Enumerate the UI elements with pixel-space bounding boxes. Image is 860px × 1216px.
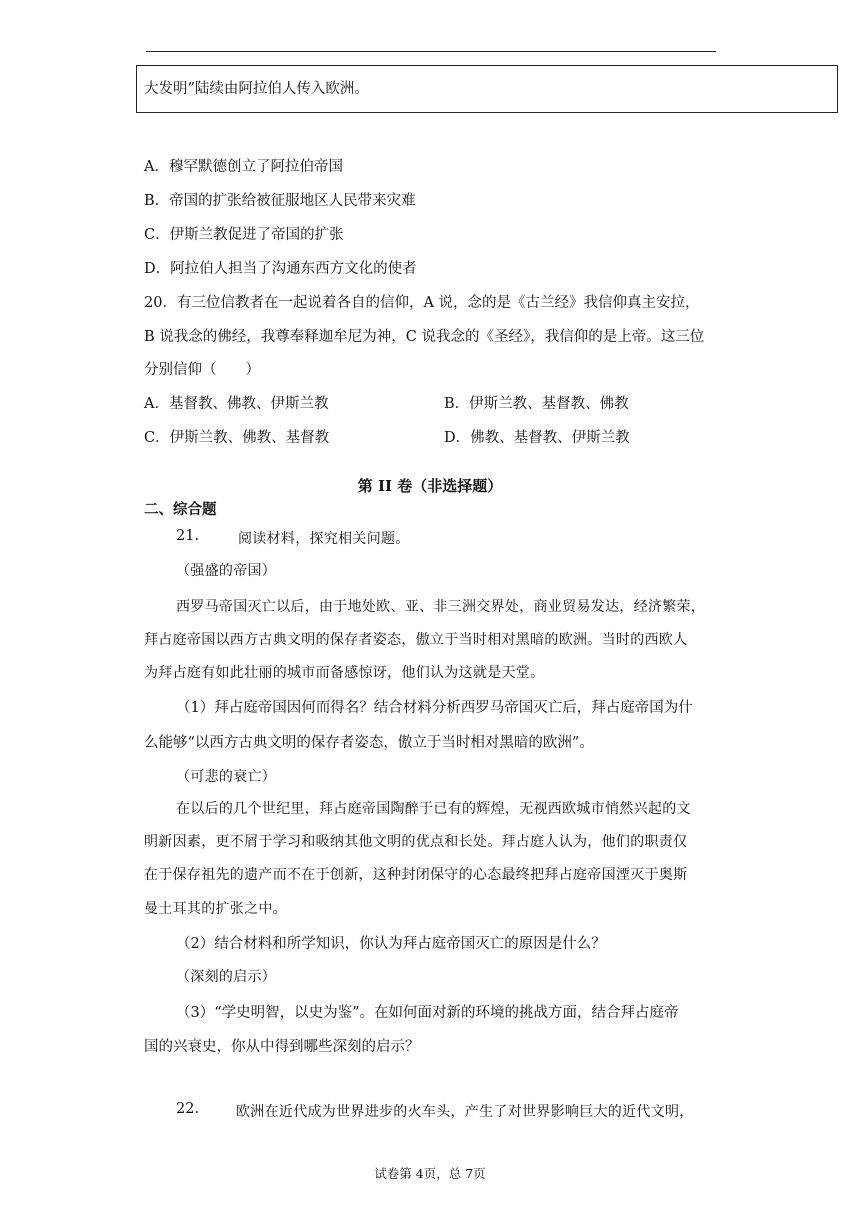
q21-number: 21.	[176, 528, 200, 544]
q20-stem-line-1: 20．有三位信教者在一起说着各自的信仰，A 说，念的是《古兰经》我信仰真主安拉，	[144, 295, 700, 311]
q22-text: 欧洲在近代成为世界进步的火车头，产生了对世界影响巨大的近代文明，	[236, 1104, 694, 1120]
q21-question3-line-2: 国的兴衰史，你从中得到哪些深刻的启示？	[144, 1039, 420, 1055]
q21-question2: （2）结合材料和所学知识，你认为拜占庭帝国灭亡的原因是什么？	[176, 936, 606, 952]
q21-material2-line-3: 在于保存祖先的遗产而不在于创新，这种封闭保守的心态最终把拜占庭帝国湮灭于奥斯	[144, 867, 688, 883]
q20-stem-line-2: B 说我念的佛经，我尊奉释迦牟尼为神，C 说我念的《圣经》，我信仰的是上帝。这三位	[144, 329, 705, 345]
q20-option-a: A．基督教、佛教、伊斯兰教	[144, 396, 329, 412]
q20-option-b: B．伊斯兰教、基督教、佛教	[444, 396, 629, 412]
page-footer: 试卷第 4页，总 7页	[374, 1166, 486, 1181]
q21-question3-line-1: （3）“学史明智，以史为鉴”。在如何面对新的环境的挑战方面，结合拜占庭帝	[176, 1005, 679, 1021]
q21-material2-line-4: 曼土耳其的扩张之中。	[144, 901, 287, 917]
q21-material2-line-1: 在以后的几个世纪里，拜占庭帝国陶醉于已有的辉煌，无视西欧城市悄然兴起的文	[176, 801, 691, 817]
material-box-text: 大发明”陆续由阿拉伯人传入欧洲。	[144, 81, 369, 97]
q21-intro: 阅读材料，探究相关问题。	[238, 531, 410, 547]
q21-sub3-title: （深刻的启示）	[176, 969, 277, 985]
q20-option-d: D．佛教、基督教、伊斯兰教	[444, 430, 630, 446]
q21-material1-line-3: 为拜占庭有如此壮丽的城市而备感惊讶，他们认为这就是天堂。	[144, 665, 545, 681]
q21-question1-line-1: （1）拜占庭帝国因何而得名？结合材料分析西罗马帝国灭亡后，拜占庭帝国为什	[176, 700, 693, 716]
q21-sub2-title: （可悲的衰亡）	[176, 769, 277, 785]
q19-option-d: D．阿拉伯人担当了沟通东西方文化的使者	[144, 261, 417, 277]
q19-option-b: B．帝国的扩张给被征服地区人民带来灾难	[144, 193, 416, 209]
q19-option-c: C．伊斯兰教促进了帝国的扩张	[144, 227, 344, 243]
q21-question1-line-2: 么能够“以西方古典文明的保存者姿态，傲立于当时相对黑暗的欧洲”。	[144, 735, 594, 751]
q20-stem-line-3: 分别信仰（ ）	[144, 362, 260, 378]
q21-material2-line-2: 明新因素，更不屑于学习和吸纳其他文明的优点和长处。拜占庭人认为，他们的职责仅	[144, 834, 688, 850]
q22-number: 22.	[176, 1101, 200, 1117]
q19-option-a: A．穆罕默德创立了阿拉伯帝国	[144, 159, 343, 175]
q21-material1-line-1: 西罗马帝国灭亡以后，由于地处欧、亚、非三洲交界处，商业贸易发达，经济繁荣，	[176, 599, 706, 615]
q21-material1-line-2: 拜占庭帝国以西方古典文明的保存者姿态，傲立于当时相对黑暗的欧洲。当时的西欧人	[144, 632, 688, 648]
section-title: 第 II 卷（非选择题）	[357, 477, 503, 495]
q21-sub1-title: （强盛的帝国）	[176, 563, 277, 579]
header-rule	[146, 51, 716, 52]
section-label: 二、综合题	[144, 501, 217, 518]
q20-option-c: C．伊斯兰教、佛教、基督教	[144, 430, 330, 446]
